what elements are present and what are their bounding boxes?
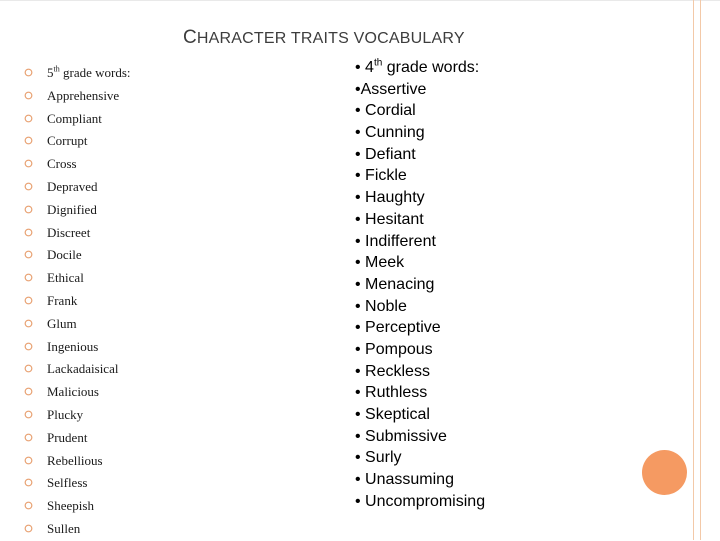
list-item (20, 222, 131, 245)
list-item (20, 336, 131, 359)
list-item: • Defiant (355, 145, 416, 163)
list-item: • Menacing (355, 275, 435, 293)
word-label: Cross (47, 156, 77, 172)
list-item: • Uncompromising (355, 492, 486, 510)
word-label: Discreet (47, 224, 91, 240)
list-item: • Ruthless (355, 384, 428, 402)
word-label: Prudent (47, 429, 88, 445)
word-label: Lackadaisical (47, 361, 119, 377)
circle-bullet-icon (24, 524, 33, 533)
circle-bullet-icon (24, 296, 33, 305)
circle-bullet-icon (24, 456, 33, 465)
circle-bullet-icon (24, 319, 33, 328)
list-item (20, 427, 131, 450)
circle-bullet-icon (24, 433, 33, 442)
word-label: Dignified (47, 201, 97, 217)
word-label: Plucky (47, 406, 84, 422)
word-label: Frank (47, 292, 78, 308)
list-item (20, 472, 131, 495)
word-label: Rebellious (47, 452, 103, 468)
circle-bullet-icon (24, 342, 33, 351)
circle-bullet-icon (24, 205, 33, 214)
list-item (20, 108, 131, 131)
circle-bullet-icon (24, 250, 33, 259)
list-item: • Hesitant (355, 210, 424, 228)
list-item (20, 450, 131, 473)
word-label: Sullen (47, 520, 81, 536)
circle-bullet-icon (24, 410, 33, 419)
list-item (20, 267, 131, 290)
slide-top-border (0, 0, 720, 1)
list-item (20, 290, 131, 313)
decorative-orange-circle (642, 450, 687, 495)
list-item: • Surly (355, 449, 402, 467)
list-item (20, 404, 131, 427)
list-item (20, 176, 131, 199)
word-label: Selfless (47, 475, 88, 491)
header-text: grade words: (382, 59, 480, 76)
list-item: • Submissive (355, 427, 447, 445)
word-label: Docile (47, 247, 82, 263)
frame-line-right (700, 0, 701, 540)
circle-bullet-icon (24, 136, 33, 145)
list-item: • Cunning (355, 124, 425, 142)
circle-bullet-icon (24, 501, 33, 510)
slide-title (183, 27, 465, 49)
header-text: grade words: (59, 65, 131, 80)
list-item: • Noble (355, 297, 407, 315)
circle-bullet-icon (24, 273, 33, 282)
circle-bullet-icon (24, 114, 33, 123)
word-label: Apprehensive (47, 87, 120, 103)
word-label: Corrupt (47, 133, 88, 149)
word-label: Ingenious (47, 338, 99, 354)
list-item: • Skeptical (355, 406, 430, 423)
list-item (20, 381, 131, 404)
grade-ordinal: th (53, 64, 60, 74)
circle-bullet-icon (24, 182, 33, 191)
circle-bullet-icon (24, 364, 33, 373)
list-item (20, 153, 131, 176)
list-item: • Pompous (355, 340, 433, 358)
list-header-5th (20, 62, 131, 85)
list-item: • Fickle (355, 167, 407, 185)
list-item: • Indifferent (355, 232, 436, 250)
grade-ordinal: th (373, 57, 383, 69)
word-label: Compliant (47, 110, 102, 126)
list-item (20, 495, 131, 518)
grade-prefix: • 4 (355, 59, 374, 76)
circle-bullet-icon (24, 228, 33, 237)
list-item: •Assertive (355, 80, 427, 98)
list-item (20, 313, 131, 336)
word-label: Sheepish (47, 498, 94, 514)
list-item: • Haughty (355, 189, 425, 207)
word-label: Ethical (47, 270, 84, 286)
list-item: • Cordial (355, 102, 416, 120)
fifth-grade-word-list (20, 62, 131, 541)
list-header-4th (355, 57, 485, 79)
list-item: • Meek (355, 254, 405, 272)
word-label: Depraved (47, 178, 98, 194)
word-label: Malicious (47, 384, 99, 400)
circle-bullet-icon (24, 387, 33, 396)
title-first-letter: C (183, 27, 197, 48)
title-rest: HARACTER TRAITS VOCABULARY (196, 30, 465, 47)
list-item (20, 244, 131, 267)
word-label: Glum (47, 315, 77, 331)
circle-bullet-icon (24, 68, 33, 77)
list-item (20, 130, 131, 153)
fourth-grade-word-list (355, 57, 485, 512)
list-item (20, 518, 131, 541)
list-item (20, 199, 131, 222)
circle-bullet-icon (24, 159, 33, 168)
circle-bullet-icon (24, 91, 33, 100)
list-item: • Unassuming (355, 471, 454, 489)
frame-line-left (693, 0, 694, 540)
circle-bullet-icon (24, 478, 33, 487)
list-item: • Reckless (355, 362, 430, 380)
grade-number: 5 (47, 65, 54, 80)
list-item: • Perceptive (355, 319, 441, 337)
list-item (20, 358, 131, 381)
list-item (20, 85, 131, 108)
